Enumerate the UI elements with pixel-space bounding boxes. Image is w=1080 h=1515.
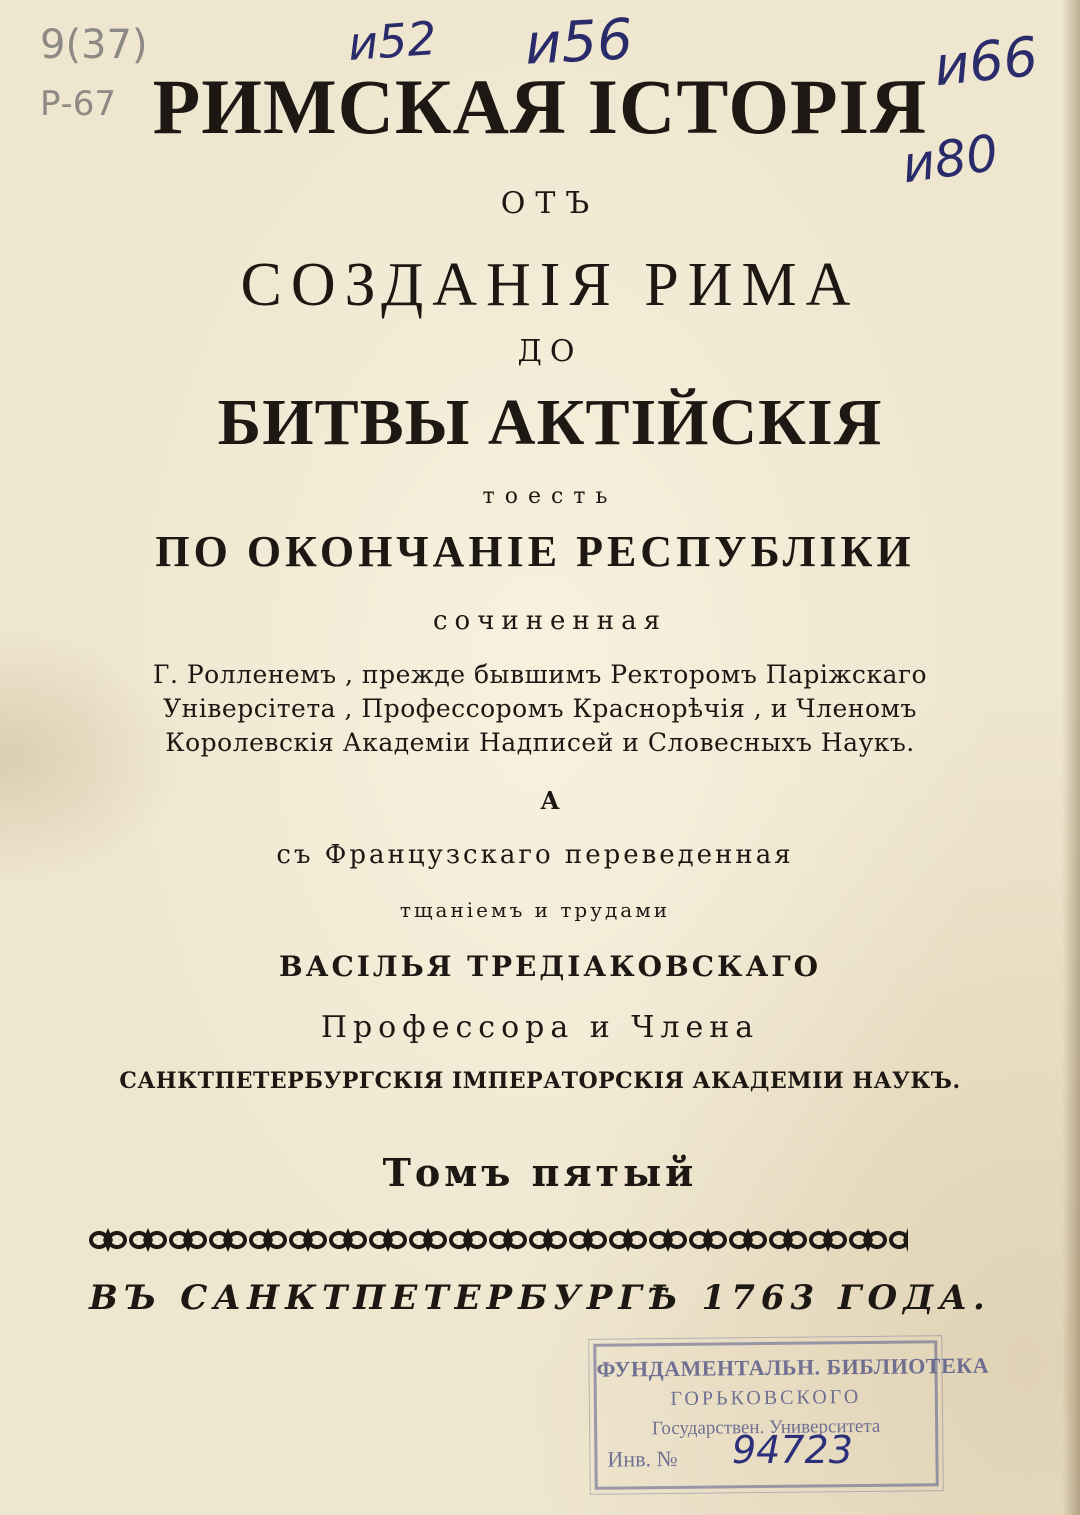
subtitle-battle: БИТВЫ АКТІЙСКІЯ [217,386,883,459]
ornament-diamond [463,1228,473,1252]
handwritten-note-2: и56 [523,7,635,78]
handwritten-note-3: и66 [930,24,1041,99]
handwritten-note-1: и52 [346,10,439,72]
subtitle-end: ПО ОКОНЧАНІЕ РЕСПУБЛІКИ [155,527,915,576]
ornament-diamond [903,1228,908,1252]
ornament-diamond [183,1228,193,1252]
ornament-diamond [863,1228,873,1252]
stamp-line-3: Государствен. Университета [651,1415,881,1440]
volume-label: Томъ пятый [382,1150,698,1195]
composed-label: сочиненная [432,606,667,636]
handwritten-note-4: и80 [898,123,1002,195]
ornament-diamond [143,1228,153,1252]
ornament-diamond [663,1228,673,1252]
stamp-line-1: ФУНДАМЕНТАЛЬН. БИБЛИОТЕКА [596,1352,990,1382]
author-line-2: Універсітета , Профессоромъ Краснорѣчія , и Членомъ [163,694,917,723]
ornament-diamond [783,1228,793,1252]
ornament-diamond [583,1228,593,1252]
efforts-label: тщаніемъ и трудами [399,898,671,922]
subtitle-that-is: тоесть [482,484,618,509]
book-title: РИМСКАЯ ІСТОРІЯ [152,63,928,150]
stamp-inv-label: Инв. № [607,1445,678,1472]
translator-name: ВАСІЛЬЯ ТРЕДІАКОВСКАГО [279,950,821,983]
subtitle-from: ОТЪ [500,186,600,221]
ornament-rule [88,1222,908,1258]
ornament-diamond [503,1228,513,1252]
ornament-diamond [343,1228,353,1252]
ornament-diamond [383,1228,393,1252]
ornament-diamond [103,1228,113,1252]
shelfmark-bottom: Р-67 [40,84,117,124]
subtitle-until: ДО [517,334,583,369]
stamp-inventory-number: 94723 [732,1428,853,1472]
ornament-diamond [743,1228,753,1252]
conjunction-a: А [540,786,560,815]
academy-name: САНКТПЕТЕРБУРГСКІЯ ІМПЕРАТОРСКІЯ АКАДЕМІИ НАУКЪ. [119,1068,961,1094]
stamp-line-2: ГОРЬКОВСКОГО [670,1386,862,1410]
ornament-diamond [543,1228,553,1252]
ornament-diamond [223,1228,233,1252]
shelfmark-top: 9(37) [40,22,148,68]
author-line-3: Королевскія Академіи Надписей и Словесныхъ Наукъ. [165,728,915,757]
ornament-diamond [303,1228,313,1252]
ornament-diamond [263,1228,273,1252]
translated-label: съ Французскаго переведенная [276,840,794,870]
translator-title: Профессора и Члена [320,1010,760,1045]
ornament-diamond [703,1228,713,1252]
imprint-line: ВЪ САНКТПЕТЕРБУРГѢ 1763 ГОДА. [89,1278,991,1318]
ornament-diamond [823,1228,833,1252]
ornament-diamond [423,1228,433,1252]
ornament-diamond [623,1228,633,1252]
subtitle-creation: СОЗДАНІЯ РИМА [240,251,860,319]
author-line-1: Г. Ролленемъ , прежде бывшимъ Ректоромъ Паріжскаго [152,660,928,689]
